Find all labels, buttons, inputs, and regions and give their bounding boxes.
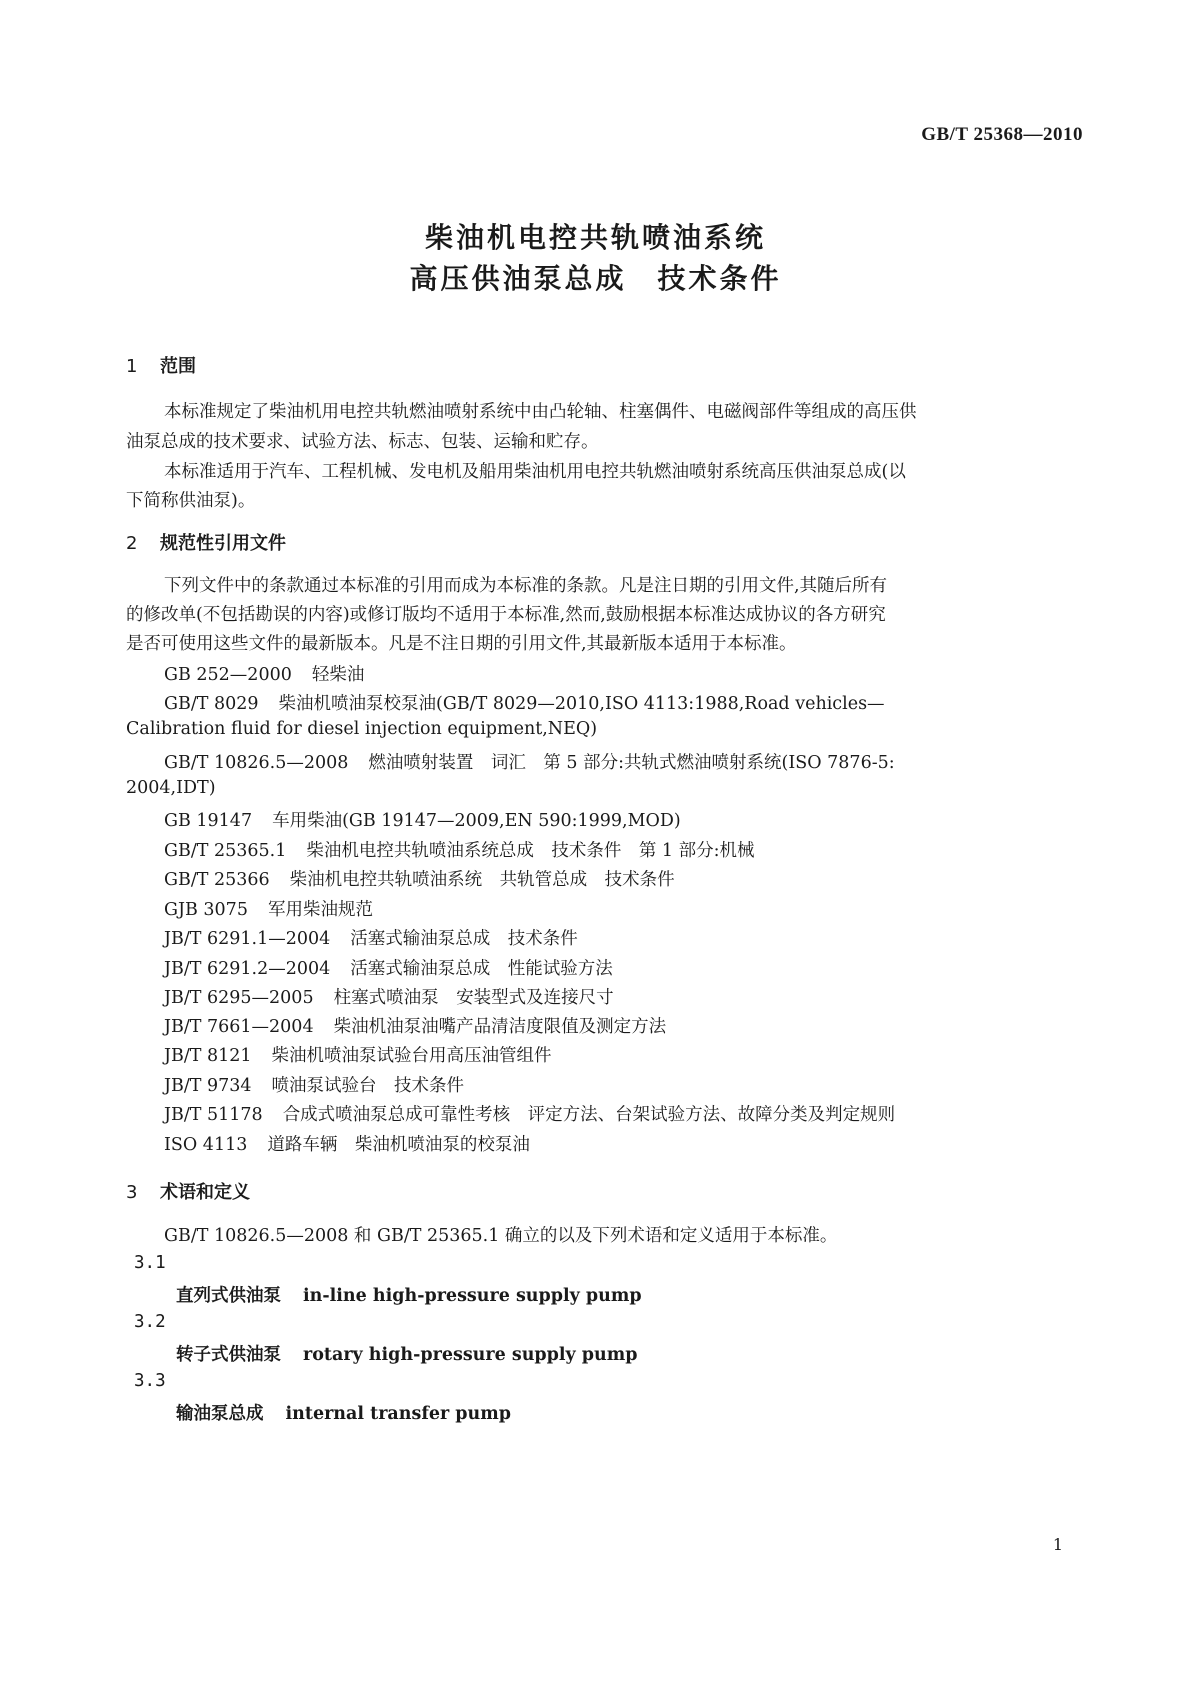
reference-title: 柴油机喷油泵校泵油(GB/T 8029—2010,ISO 4113:1988,Road vehicles— xyxy=(278,694,885,714)
reference-code: GB 252—2000 xyxy=(164,665,292,685)
paragraph-line: 是否可使用这些文件的最新版本。凡是不注日期的引用文件,其最新版本适用于本标准。 xyxy=(126,634,797,654)
standard-code: GB/T 25368—2010 xyxy=(921,124,1083,145)
reference-title: 道路车辆 柴油机喷油泵的校泵油 xyxy=(267,1135,530,1155)
section-1-heading xyxy=(126,352,196,378)
reference-code: JB/T 6295—2005 xyxy=(164,988,314,1008)
reference-item xyxy=(164,807,681,832)
term-number: 3.1 xyxy=(134,1253,166,1273)
reference-item xyxy=(164,749,895,774)
reference-item xyxy=(164,1013,666,1038)
reference-code: GB/T 8029 xyxy=(164,694,259,714)
term-entry xyxy=(176,1282,642,1307)
reference-item xyxy=(164,837,755,862)
section-title: 范围 xyxy=(160,356,196,377)
reference-code: JB/T 8121 xyxy=(164,1046,252,1066)
term-english: in-line high-pressure supply pump xyxy=(303,1286,642,1306)
document-title-line1: 柴油机电控共轨喷油系统 xyxy=(424,221,766,254)
section-title: 规范性引用文件 xyxy=(160,533,286,554)
term-english: rotary high-pressure supply pump xyxy=(303,1345,638,1365)
reference-code: JB/T 7661—2004 xyxy=(164,1017,314,1037)
section-number: 1 xyxy=(126,356,138,377)
reference-title: 车用柴油(GB 19147—2009,EN 590:1999,MOD) xyxy=(272,811,681,831)
reference-code: ISO 4113 xyxy=(164,1135,248,1155)
paragraph-line: 本标准适用于汽车、工程机械、发电机及船用柴油机用电控共轨燃油喷射系统高压供油泵总成(以 xyxy=(164,462,906,482)
reference-title: 柴油机电控共轨喷油系统总成 技术条件 第 1 部分:机械 xyxy=(306,841,755,861)
section-number: 3 xyxy=(126,1182,138,1203)
paragraph-line: 下简称供油泵)。 xyxy=(126,491,256,511)
reference-item xyxy=(164,896,373,921)
reference-code: JB/T 51178 xyxy=(164,1105,263,1125)
term-chinese: 输油泵总成 xyxy=(176,1404,264,1424)
reference-title: 合成式喷油泵总成可靠性考核 评定方法、台架试验方法、故障分类及判定规则 xyxy=(282,1105,896,1125)
reference-item xyxy=(164,955,613,980)
reference-item xyxy=(164,690,885,715)
term-chinese: 转子式供油泵 xyxy=(176,1345,281,1365)
reference-title: 柴油机喷油泵试验台用高压油管组件 xyxy=(271,1046,552,1066)
reference-item xyxy=(164,1131,530,1156)
section-title: 术语和定义 xyxy=(160,1182,250,1203)
paragraph-line: 本标准规定了柴油机用电控共轨燃油喷射系统中由凸轮轴、柱塞偶件、电磁阀部件等组成的高压供 xyxy=(164,402,917,422)
reference-title: 活塞式输油泵总成 性能试验方法 xyxy=(350,959,613,979)
section-number: 2 xyxy=(126,533,138,554)
paragraph-line: 的修改单(不包括勘误的内容)或修订版均不适用于本标准,然而,鼓励根据本标准达成协议的各方研究 xyxy=(126,605,886,625)
term-number: 3.3 xyxy=(134,1371,166,1391)
paragraph-line: GB/T 10826.5—2008 和 GB/T 25365.1 确立的以及下列术语和定义适用于本标准。 xyxy=(164,1226,838,1246)
reference-code: JB/T 6291.1—2004 xyxy=(164,929,331,949)
reference-code: GB/T 10826.5—2008 xyxy=(164,753,349,773)
reference-code: GB/T 25365.1 xyxy=(164,841,287,861)
term-entry xyxy=(176,1400,511,1425)
paragraph-line: 下列文件中的条款通过本标准的引用而成为本标准的条款。凡是注日期的引用文件,其随后所有 xyxy=(164,576,888,596)
reference-continuation: Calibration fluid for diesel injection equipment,NEQ) xyxy=(126,719,598,739)
term-number: 3.2 xyxy=(134,1312,166,1332)
reference-item xyxy=(164,1101,895,1126)
reference-item xyxy=(164,1042,552,1067)
term-english: internal transfer pump xyxy=(285,1404,512,1424)
reference-code: JB/T 6291.2—2004 xyxy=(164,959,331,979)
reference-code: GB/T 25366 xyxy=(164,870,270,890)
reference-item xyxy=(164,925,578,950)
reference-code: GJB 3075 xyxy=(164,900,248,920)
reference-continuation: 2004,IDT) xyxy=(126,778,216,798)
reference-title: 军用柴油规范 xyxy=(267,900,373,920)
reference-title: 燃油喷射装置 词汇 第 5 部分:共轨式燃油喷射系统(ISO 7876-5: xyxy=(368,753,895,773)
document-title-line2: 高压供油泵总成 技术条件 xyxy=(409,262,782,295)
reference-item xyxy=(164,1072,464,1097)
reference-item xyxy=(164,984,614,1009)
reference-title: 柱塞式喷油泵 安装型式及连接尺寸 xyxy=(333,988,614,1008)
reference-item xyxy=(164,661,364,686)
term-entry xyxy=(176,1341,638,1366)
section-2-heading xyxy=(126,529,286,555)
term-chinese: 直列式供油泵 xyxy=(176,1286,281,1306)
reference-title: 柴油机油泵油嘴产品清洁度限值及测定方法 xyxy=(333,1017,667,1037)
section-3-heading xyxy=(126,1178,250,1204)
reference-item xyxy=(164,866,675,891)
reference-title: 轻柴油 xyxy=(311,665,365,685)
reference-title: 活塞式输油泵总成 技术条件 xyxy=(350,929,578,949)
reference-code: JB/T 9734 xyxy=(164,1076,252,1096)
reference-title: 柴油机电控共轨喷油系统 共轨管总成 技术条件 xyxy=(289,870,675,890)
reference-title: 喷油泵试验台 技术条件 xyxy=(271,1076,465,1096)
reference-code: GB 19147 xyxy=(164,811,253,831)
paragraph-line: 油泵总成的技术要求、试验方法、标志、包装、运输和贮存。 xyxy=(126,432,599,452)
page-number: 1 xyxy=(1052,1535,1063,1554)
